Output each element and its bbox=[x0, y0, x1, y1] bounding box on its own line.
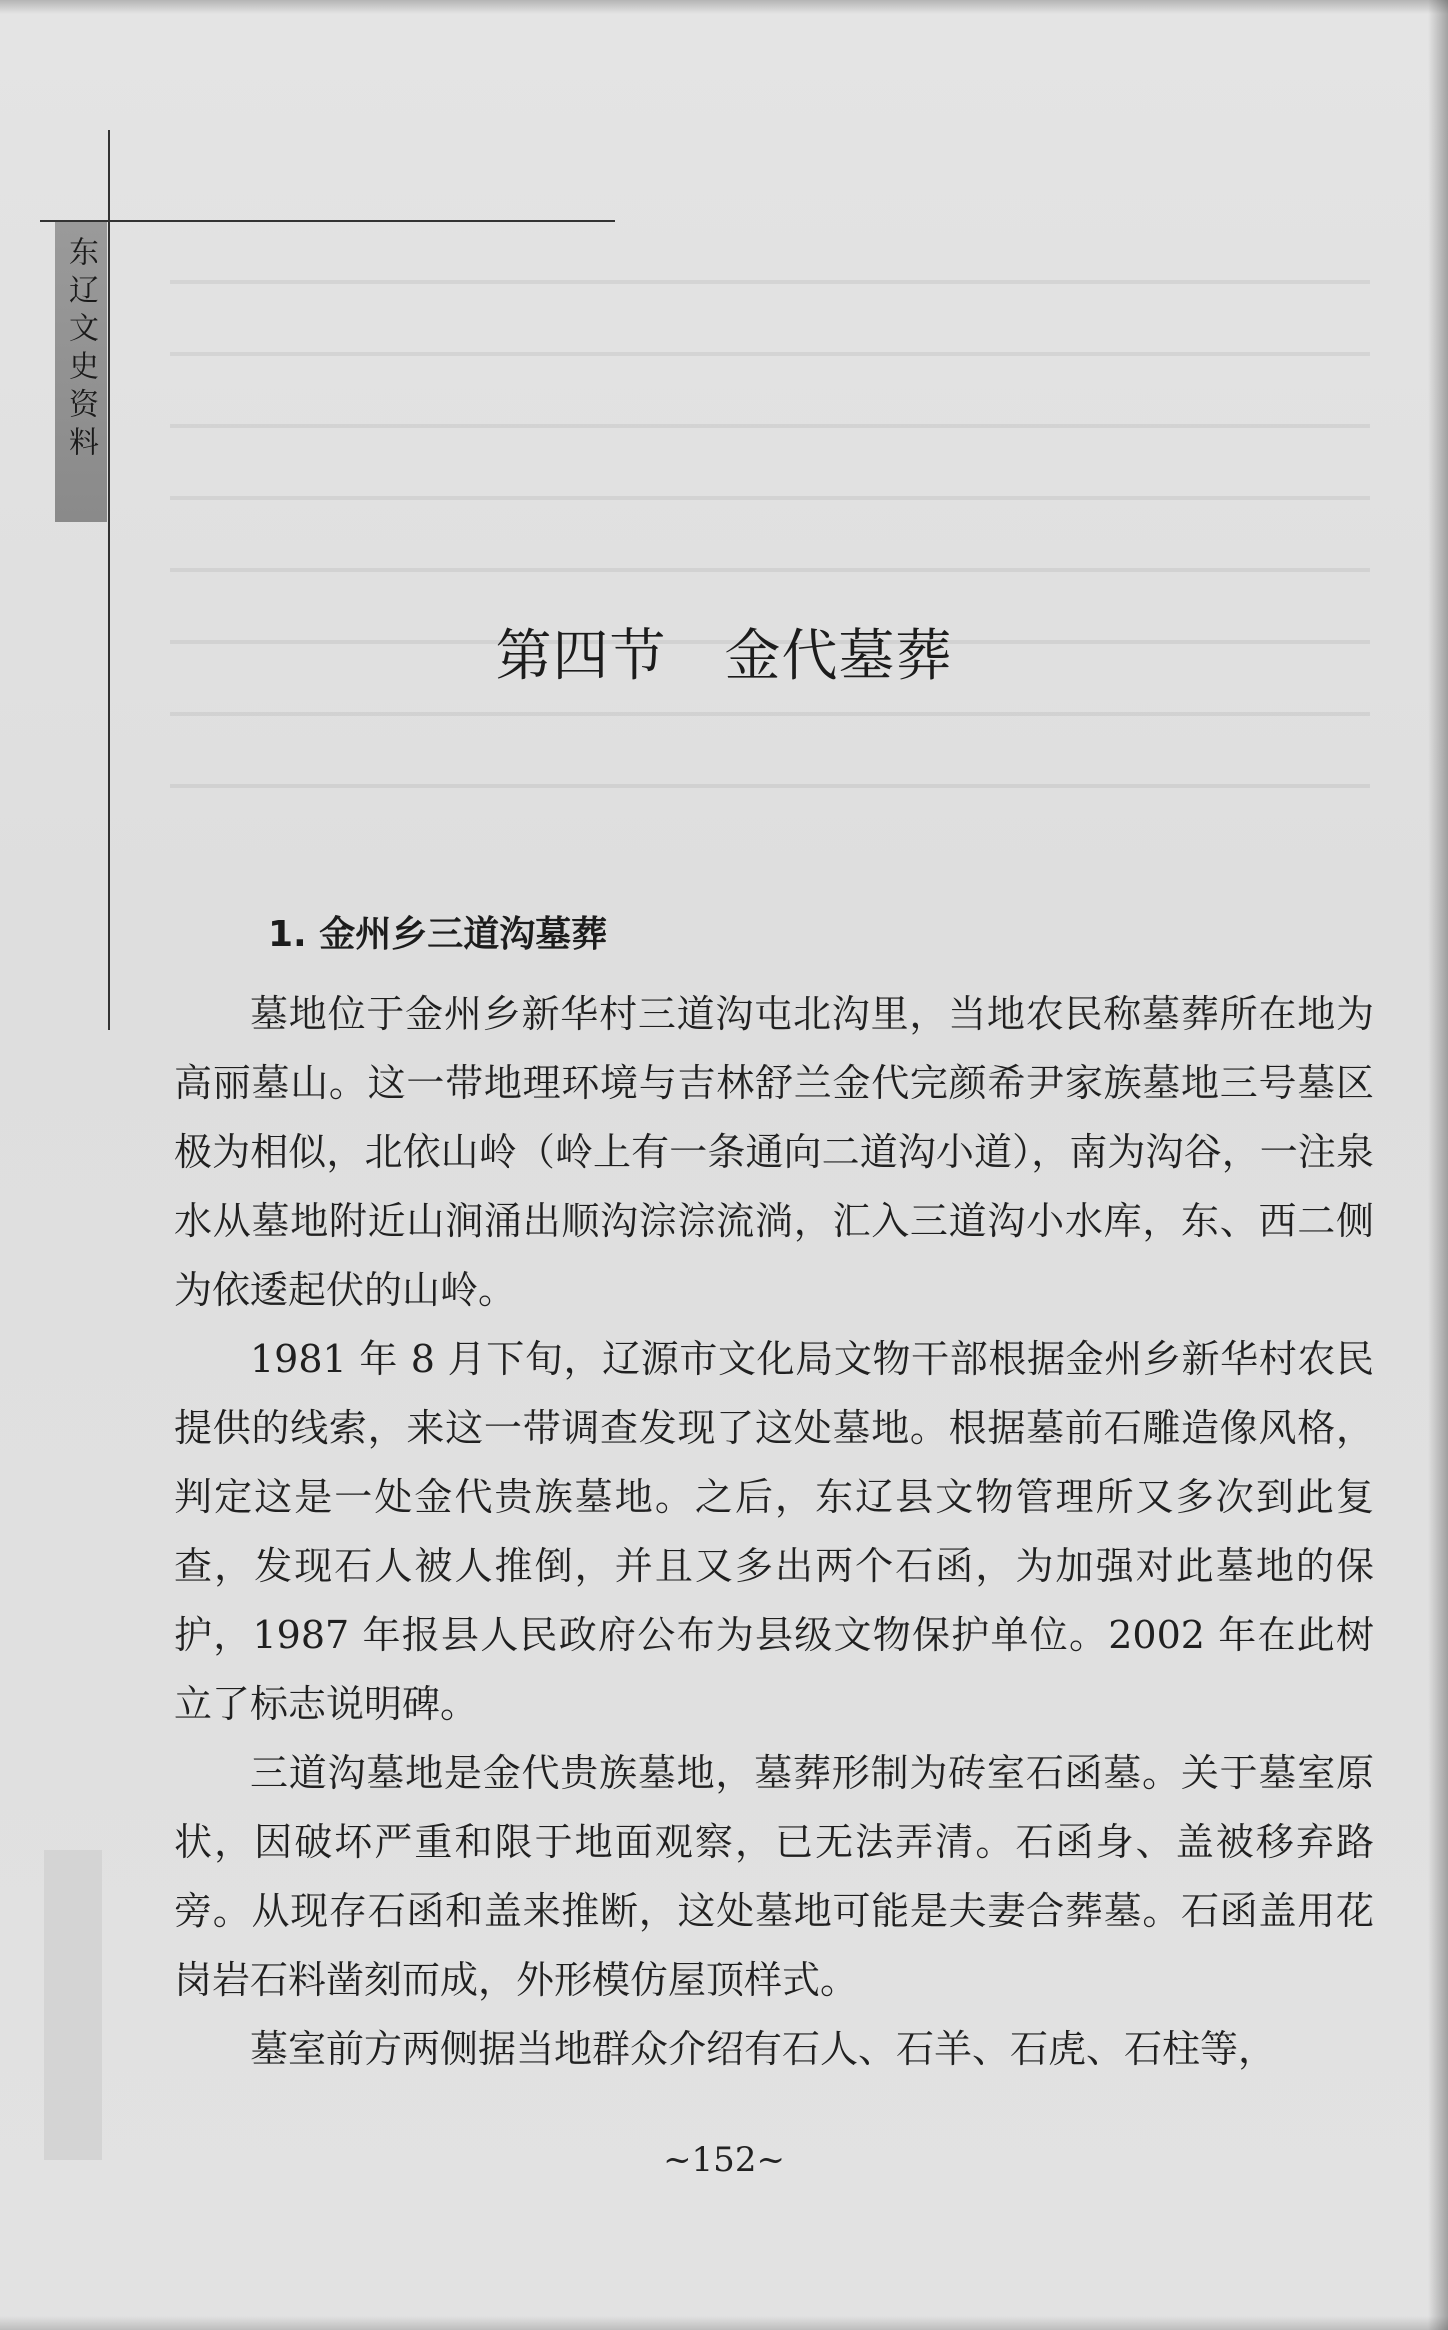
subsection-heading: 1. 金州乡三道沟墓葬 bbox=[268, 914, 608, 955]
header-horizontal-rule bbox=[40, 220, 615, 222]
paragraph: 三道沟墓地是金代贵族墓地，墓葬形制为砖室石函墓。关于墓室原状，因破坏严重和限于地面观察，已无法弄清。石函身、盖被移弃路旁。从现存石函和盖来推断，这处墓地可能是夫妻合葬墓。石函盖用花岗岩石料凿刻而成，外形模仿屋顶样式。 bbox=[174, 1751, 1374, 2002]
body-text bbox=[174, 980, 1374, 2084]
page-gutter-shadow bbox=[1428, 0, 1448, 2330]
side-label: 东辽文史资料 bbox=[63, 236, 98, 464]
paragraph: 1981 年 8 月下旬，辽源市文化局文物干部根据金州乡新华村农民提供的线索，来这一带调查发现了这处墓地。根据墓前石雕造像风格，判定这是一处金代贵族墓地。之后，东辽县文物管理所又多次到此复查，发现石人被人推倒，并且又多出两个石函，为加强对此墓地的保护，1987 年报县人民政府公布为县级文物保护单位。2002 年在此树立了标志说明碑。 bbox=[174, 1337, 1374, 1726]
page-top-shadow bbox=[0, 0, 1448, 14]
paragraph: 墓室前方两侧据当地群众介绍有石人、石羊、石虎、石柱等， bbox=[250, 2027, 1277, 2071]
bleed-through-text bbox=[170, 280, 1370, 900]
page-number: ~152~ bbox=[663, 2140, 785, 2180]
paragraph: 墓地位于金州乡新华村三道沟屯北沟里，当地农民称墓葬所在地为高丽墓山。这一带地理环境与吉林舒兰金代完颜希尹家族墓地三号墓区极为相似，北依山岭（岭上有一条通向二道沟小道），南为沟谷，一注泉水从墓地附近山涧涌出顺沟淙淙流淌，汇入三道沟小水库，东、西二侧为依逶起伏的山岭。 bbox=[174, 992, 1374, 1312]
section-name: 金代墓葬 bbox=[724, 624, 953, 689]
page-bottom-shadow bbox=[0, 2316, 1448, 2330]
bleed-through-side-tab bbox=[44, 1850, 102, 2160]
section-title bbox=[0, 612, 1448, 692]
header-vertical-rule bbox=[108, 130, 110, 1030]
section-number: 第四节 bbox=[495, 624, 667, 689]
